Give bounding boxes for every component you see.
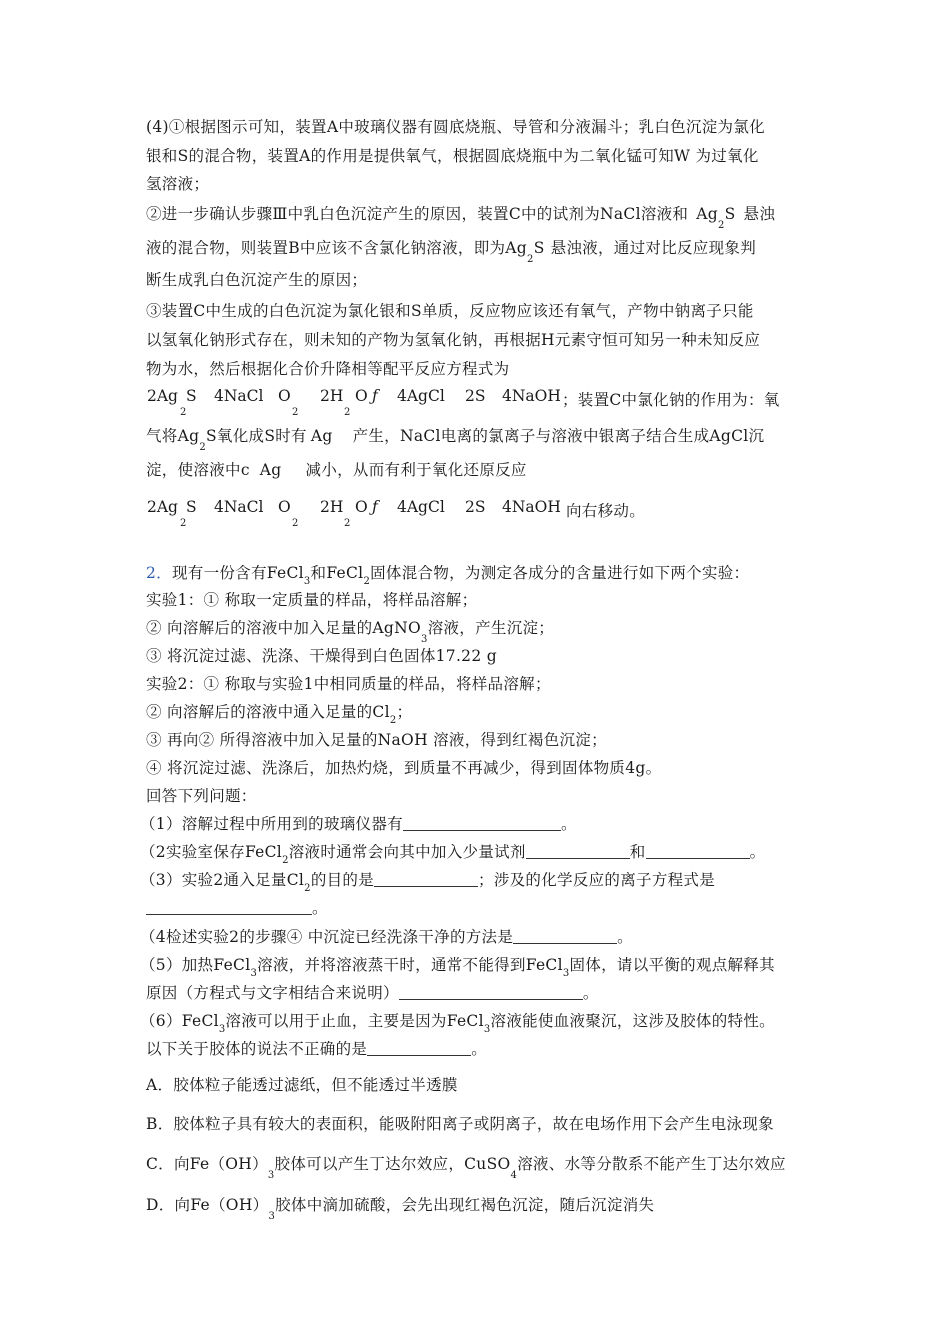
text-fragment: ； xyxy=(396,703,413,721)
text-line: 银和S的混合物，装置A的作用是提供氧气，根据圆底烧瓶中为二氧化锰可知W 为过氧化 xyxy=(146,147,759,165)
text-line: 向右移动。 xyxy=(566,502,646,520)
text-fragment: 悬浊液，通过对比反应现象判 xyxy=(550,239,757,257)
eq-term: 2H xyxy=(320,387,344,405)
subscript: 2 xyxy=(282,855,289,866)
text-fragment: 氧化成S时有 xyxy=(216,427,307,445)
text-fragment: 和 xyxy=(629,843,646,861)
answer-blank[interactable] xyxy=(513,928,617,944)
formula-ag: Ag xyxy=(505,239,528,257)
subscript: 3 xyxy=(483,1024,491,1035)
eq-term: S xyxy=(186,387,197,405)
text-line: ③装置C中生成的白色沉淀为氯化银和S单质，反应物应该还有氧气，产物中钠离子只能 xyxy=(146,302,754,320)
subscript: 3 xyxy=(250,968,258,979)
text-line xyxy=(146,238,757,265)
eq-term: 4NaOH xyxy=(502,387,561,405)
subscript: 2 xyxy=(292,407,299,418)
text-line: ；装置C中氯化钠的作用为：氧 xyxy=(562,391,780,409)
formula-ag: Ag xyxy=(259,461,282,479)
subscript: 2 xyxy=(717,220,725,231)
text-line: 氢溶液； xyxy=(146,175,210,193)
text-fragment: 悬浊 xyxy=(743,205,776,223)
text-fragment: （2实验室保存FeCl xyxy=(140,843,283,861)
subscript: 2 xyxy=(199,442,206,453)
text-fragment: 减小，从而有利于氧化还原反应 xyxy=(305,461,527,479)
eq-term: O xyxy=(355,387,368,405)
text-fragment: ；涉及的化学反应的离子方程式是 xyxy=(478,871,716,889)
text-fragment: 溶液能使血液聚沉，这涉及胶体的特性。 xyxy=(490,1012,775,1030)
eq-arrow: ƒ xyxy=(372,387,378,405)
option-a[interactable]: A．胶体粒子能透过滤纸，但不能透过半透膜 xyxy=(146,1076,458,1094)
formula-s: S xyxy=(206,427,217,445)
answer-blank[interactable] xyxy=(526,843,630,859)
subscript: 3 xyxy=(562,968,570,979)
text-line xyxy=(146,702,413,726)
text-line xyxy=(146,1039,487,1059)
subscript: 3 xyxy=(218,1024,226,1035)
text-fragment: D．向Fe（OH） xyxy=(146,1196,269,1214)
text-fragment: （5）加热FeCl xyxy=(140,956,251,974)
formula-s: S xyxy=(533,239,545,257)
answer-blank[interactable] xyxy=(403,815,561,831)
answer-blank[interactable] xyxy=(146,899,312,915)
question-number: 2． xyxy=(146,564,172,582)
eq-term: O xyxy=(278,387,291,405)
formula-ag: Ag xyxy=(310,427,333,445)
text-fragment: 产生，NaCl电离的氯离子与溶液中银离子结合生成AgCl沉 xyxy=(352,427,765,445)
formula-c: c xyxy=(240,461,250,479)
text-fragment: （6）FeCl xyxy=(140,1012,219,1030)
text-fragment: ②进一步确认步骤Ⅲ中乳白色沉淀产生的原因，装置C中的试剂为NaCl溶液和 xyxy=(146,205,689,223)
text-fragment: 。 xyxy=(312,899,328,917)
text-fragment: 胶体可以产生丁达尔效应，CuSO xyxy=(274,1155,511,1173)
answer-blank[interactable] xyxy=(646,843,750,859)
text-fragment: 溶液，并将溶液蒸干时，通常不能得到FeCl xyxy=(257,956,563,974)
subscript: 3 xyxy=(303,576,311,587)
subscript: 2 xyxy=(344,407,351,418)
text-line: ③ 将沉淀过滤、洗涤、干燥得到白色固体17.22 g xyxy=(146,647,497,665)
text-fragment: 。 xyxy=(560,815,577,833)
text-fragment: 以下关于胶体的说法不正确的是 xyxy=(146,1040,368,1058)
text-fragment: 。 xyxy=(617,928,633,946)
text-fragment: 固体混合物，为测定各成分的含量进行如下两个实验： xyxy=(370,564,750,582)
text-fragment: 现有一份含有FeCl xyxy=(171,564,304,582)
eq-term: 2H xyxy=(320,498,344,516)
text-line xyxy=(146,204,776,231)
answer-blank[interactable] xyxy=(374,871,478,887)
eq-term: 4NaCl xyxy=(214,387,264,405)
text-line xyxy=(146,426,765,453)
sub-question-4 xyxy=(140,927,633,947)
text-fragment: 固体，请以平衡的观点解释其 xyxy=(569,956,775,974)
eq-term: 2Ag xyxy=(147,498,178,516)
subscript: 2 xyxy=(180,518,187,529)
eq-term: 4NaOH xyxy=(502,498,561,516)
question-stem xyxy=(146,563,750,587)
subscript: 2 xyxy=(292,518,299,529)
eq-term: 4AgCl xyxy=(397,498,445,516)
sub-question-6 xyxy=(140,1011,775,1035)
text-line xyxy=(146,983,599,1003)
subscript: 2 xyxy=(363,576,371,587)
text-fragment: 。 xyxy=(471,1040,488,1058)
sub-question-2 xyxy=(140,842,766,866)
text-fragment: 淀，使溶液中 xyxy=(146,461,241,479)
eq-term: 4NaCl xyxy=(214,498,264,516)
text-fragment: 溶液、水等分散系不能产生丁达尔效应 xyxy=(517,1155,786,1173)
text-fragment: 液的混合物，则装置B中应该不含氯化钠溶液，即为 xyxy=(146,239,506,257)
text-fragment: 和FeCl xyxy=(310,564,364,582)
text-line: 以氢氧化钠形式存在，则未知的产物为氢氧化钠，再根据H元素守恒可知另一种未知反应 xyxy=(146,331,761,349)
sub-question-3 xyxy=(140,870,716,894)
text-fragment: C．向Fe（OH） xyxy=(146,1155,268,1173)
text-line: 物为水，然后根据化合价升降相等配平反应方程式为 xyxy=(146,360,510,378)
eq-term: 4AgCl xyxy=(397,387,445,405)
text-fragment: 气将 xyxy=(146,427,178,445)
text-line: ④ 将沉淀过滤、洗涤后，加热灼烧，到质量不再减少，得到固体物质4g。 xyxy=(146,759,662,777)
text-fragment: ② 向溶解后的溶液中通入足量的Cl xyxy=(146,703,390,721)
text-fragment: 胶体中滴加硫酸，会先出现红褐色沉淀，随后沉淀消失 xyxy=(275,1196,655,1214)
answer-blank[interactable] xyxy=(367,1040,471,1056)
sub-question-1 xyxy=(140,814,577,834)
eq-term: 2Ag xyxy=(147,387,178,405)
subscript: 2 xyxy=(344,518,351,529)
text-line xyxy=(146,460,527,480)
option-d[interactable] xyxy=(146,1195,655,1222)
text-line: 断生成乳白色沉淀产生的原因； xyxy=(146,271,368,289)
text-fragment: （1）溶解过程中所用到的玻璃仪器有 xyxy=(140,815,403,833)
text-line xyxy=(146,618,555,645)
subscript: 2 xyxy=(389,715,397,726)
subscript: 2 xyxy=(304,883,311,894)
text-line xyxy=(146,898,328,918)
text-line: ③ 再向② 所得溶液中加入足量的NaOH 溶液，得到红褐色沉淀； xyxy=(146,731,607,749)
text-line: 实验2：① 称取与实验1中相同质量的样品，将样品溶解； xyxy=(146,675,551,693)
text-fragment: 的目的是 xyxy=(310,871,375,889)
text-fragment: 溶液可以用于止血，主要是因为FeCl xyxy=(225,1012,484,1030)
text-fragment: ② 向溶解后的溶液中加入足量的AgNO xyxy=(146,619,422,637)
option-b[interactable]: B．胶体粒子具有较大的表面积，能吸附阳离子或阴离子，故在电场作用下会产生电泳现象 xyxy=(146,1115,774,1133)
eq-term: 2S xyxy=(465,387,486,405)
subscript: 2 xyxy=(180,407,187,418)
text-line: 回答下列问题： xyxy=(146,787,257,805)
formula-s: S xyxy=(724,205,736,223)
subscript: 3 xyxy=(421,634,428,645)
subscript: 3 xyxy=(267,1170,275,1181)
formula-ag: Ag xyxy=(696,205,718,223)
text-line: 实验1：① 称取一定质量的样品，将样品溶解； xyxy=(146,591,478,609)
text-fragment: （4检述实验2的步骤④ 中沉淀已经洗涤干净的方法是 xyxy=(140,928,514,946)
option-c[interactable] xyxy=(146,1154,786,1181)
eq-term: O xyxy=(355,498,368,516)
eq-term: 2S xyxy=(465,498,486,516)
answer-blank[interactable] xyxy=(399,984,583,1000)
subscript: 3 xyxy=(268,1211,276,1222)
text-fragment: （3）实验2通入足量Cl xyxy=(140,871,305,889)
eq-term: S xyxy=(186,498,197,516)
eq-term: O xyxy=(278,498,291,516)
text-fragment: 。 xyxy=(582,984,599,1002)
sub-question-5 xyxy=(140,955,775,979)
subscript: 4 xyxy=(510,1170,518,1181)
text-fragment: 。 xyxy=(749,843,766,861)
text-fragment: 溶液，产生沉淀； xyxy=(427,619,555,637)
text-fragment: 原因（方程式与文字相结合来说明） xyxy=(146,984,399,1002)
text-fragment: 溶液时通常会向其中加入少量试剂 xyxy=(288,843,526,861)
eq-arrow: ƒ xyxy=(372,498,378,516)
text-line: (4)①根据图示可知，装置A中玻璃仪器有圆底烧瓶、导管和分液漏斗；乳白色沉淀为氯化 xyxy=(146,118,765,136)
formula-ag: Ag xyxy=(177,427,200,445)
subscript: 2 xyxy=(527,254,534,265)
